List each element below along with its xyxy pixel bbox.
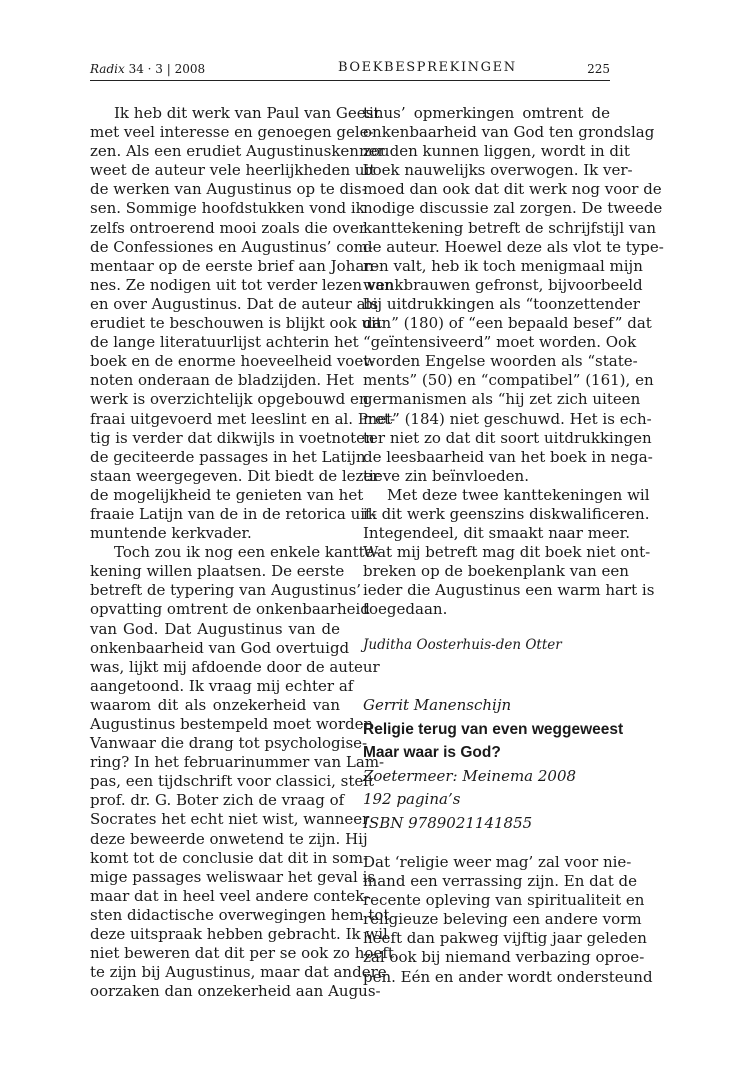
- text-line: tig is verder dat dikwijls in voetnoten: [90, 428, 375, 447]
- next-review-body: [363, 853, 653, 987]
- text-line: fraaie Latijn van de in de retorica uit-: [90, 504, 377, 523]
- text-line: met” (184) niet geschuwd. Het is ech-: [363, 409, 652, 428]
- text-line: worden Engelse woorden als “state-: [363, 352, 638, 371]
- text-line: te zijn bij Augustinus, maar dat andere: [90, 963, 387, 982]
- text-line: de mogelijkheid te genieten van het: [90, 485, 364, 504]
- text-line: Dat ‘religie weer mag’ zal voor nie-: [363, 853, 632, 871]
- text-line: ren valt, heb ik toch menigmaal mijn: [363, 256, 643, 275]
- journal-name: Radix: [90, 62, 125, 76]
- text-line: Wat mij betreft mag dit boek niet ont-: [363, 543, 651, 562]
- text-line: staan weergegeven. Dit biedt de lezer: [90, 466, 380, 485]
- text-line: ter niet zo dat dit soort uitdrukkingen: [363, 428, 652, 447]
- text-line: dan” (180) of “een bepaald besef” dat: [363, 314, 652, 333]
- text-line: de werken van Augustinus op te dis-: [90, 180, 367, 199]
- text-line: was, lijkt mij afdoende door de auteur: [90, 657, 380, 676]
- text-line: oorzaken dan onzekerheid aan Augus-: [90, 982, 381, 1001]
- text-line: pen. Eén en ander wordt ondersteund: [363, 967, 653, 986]
- book-author: Gerrit Manenschijn: [363, 696, 512, 714]
- text-line: Met deze twee kanttekeningen wil: [387, 485, 650, 504]
- text-line: de leesbaarheid van het boek in nega-: [363, 447, 653, 466]
- header-rule: [90, 80, 610, 81]
- text-line: zouden kunnen liggen, wordt in dit: [363, 142, 630, 161]
- text-line: opvatting omtrent de onkenbaarheid: [90, 600, 370, 619]
- text-line: mand een verrassing zijn. En dat de: [363, 872, 637, 891]
- text-line: mentaar op de eerste brief aan Johan-: [90, 256, 380, 275]
- next-review-heading: [363, 694, 624, 835]
- text-line: “geïntensiveerd” moet worden. Ook: [363, 333, 637, 352]
- text-line: breken op de boekenplank van een: [363, 562, 629, 581]
- text-line: van God. Dat Augustinus van de: [90, 619, 340, 638]
- book-isbn: ISBN 9789021141855: [363, 813, 533, 832]
- text-line: zen. Als een erudiet Augustinuskenner: [90, 142, 385, 161]
- text-line: ik dit werk geenszins diskwalificeren.: [363, 504, 650, 523]
- text-line: pas, een tijdschrift voor classici, stelt: [90, 772, 375, 791]
- text-line: sen. Sommige hoofdstukken vond ik: [90, 199, 365, 218]
- review-signature: Juditha Oosterhuis-den Otter: [363, 637, 562, 653]
- text-line: met veel interesse en genoegen gele-: [90, 123, 374, 142]
- text-line: sten didactische overwegingen hem tot: [90, 905, 390, 924]
- text-line: onkenbaarheid van God overtuigd: [90, 638, 350, 657]
- text-line: Augustinus bestempeld moet worden.: [90, 715, 378, 733]
- text-line: niet beweren dat dit per se ook zo hoeft: [90, 944, 394, 963]
- page-number: 225: [587, 62, 610, 76]
- text-line: fraai uitgevoerd met leeslint en al. Pret-: [90, 409, 396, 428]
- journal-citation: [90, 62, 205, 76]
- book-publisher: Zoetermeer: Meinema 2008: [363, 766, 577, 785]
- text-line: prof. dr. G. Boter zich de vraag of: [90, 791, 345, 810]
- text-line: Vanwaar die drang tot psychologise-: [90, 734, 368, 753]
- text-line: zal ook bij niemand verbazing oproe-: [363, 948, 645, 967]
- text-line: kening willen plaatsen. De eerste: [90, 562, 345, 581]
- book-title: Religie terug van even weggeweest: [363, 720, 624, 738]
- text-line: bij uitdrukkingen als “toonzettender: [363, 294, 640, 313]
- text-line: noten onderaan de bladzijden. Het: [90, 371, 354, 390]
- text-line: de geciteerde passages in het Latijn: [90, 447, 366, 466]
- text-line: deze uitspraak hebben gebracht. Ik wil: [90, 925, 388, 944]
- text-line: Socrates het echt niet wist, wanneer: [90, 810, 370, 829]
- text-line: aangetoond. Ik vraag mij echter af: [90, 676, 354, 695]
- text-line: onkenbaarheid van God ten grondslag: [363, 123, 655, 142]
- text-line: toegedaan.: [363, 600, 448, 619]
- text-line: erudiet te beschouwen is blijkt ook uit: [90, 314, 382, 333]
- text-line: Integendeel, dit smaakt naar meer.: [363, 524, 630, 543]
- text-line: tieve zin beïnvloeden.: [363, 466, 529, 485]
- text-line: ring? In het februarinummer van Lam-: [90, 753, 385, 772]
- text-line: germanismen als “hij zet zich uiteen: [363, 390, 641, 409]
- text-line: deze beweerde onwetend te zijn. Hij: [90, 829, 368, 848]
- text-line: en over Augustinus. Dat de auteur als: [90, 294, 379, 313]
- text-line: wenkbrauwen gefronst, bijvoorbeeld: [363, 275, 643, 294]
- text-line: nes. Ze nodigen uit tot verder lezen van: [90, 275, 394, 294]
- text-line: zelfs ontroerend mooi zoals die over: [90, 218, 367, 237]
- journal-issue: 34 · 3 | 2008: [128, 62, 206, 76]
- text-line: betreft de typering van Augustinus’: [90, 581, 362, 600]
- text-line: muntende kerkvader.: [90, 524, 252, 543]
- text-line: boek nauwelijks overwogen. Ik ver-: [363, 161, 633, 180]
- text-line: werk is overzichtelijk opgebouwd en: [90, 390, 369, 409]
- left-column-text: [90, 104, 396, 1001]
- text-line: ieder die Augustinus een warm hart is: [363, 581, 655, 600]
- text-line: tinus’ opmerkingen omtrent de: [363, 104, 610, 122]
- text-line: Toch zou ik nog een enkele kantte-: [114, 543, 379, 562]
- text-line: religieuze beleving een andere vorm: [363, 910, 642, 929]
- text-line: boek en de enorme hoeveelheid voet-: [90, 352, 375, 371]
- text-line: nodige discussie zal zorgen. De tweede: [363, 199, 663, 218]
- text-line: heeft dan pakweg vijftig jaar geleden: [363, 929, 647, 948]
- text-line: waarom dit als onzekerheid van: [90, 695, 340, 714]
- text-line: maar dat in heel veel andere contek-: [90, 886, 370, 905]
- text-line: de auteur. Hoewel deze als vlot te type-: [363, 237, 664, 256]
- text-line: moed dan ook dat dit werk nog voor de: [363, 180, 662, 199]
- text-line: Ik heb dit werk van Paul van Geest: [114, 104, 380, 122]
- text-line: de Confessiones en Augustinus’ com-: [90, 237, 373, 256]
- text-line: kanttekening betreft de schrijfstijl van: [363, 218, 656, 237]
- text-line: ments” (50) en “compatibel” (161), en: [363, 371, 654, 390]
- text-line: recente opleving van spiritualiteit en: [363, 891, 645, 910]
- text-line: de lange literatuurlijst achterin het: [90, 333, 359, 352]
- book-pages: 192 pagina’s: [363, 790, 461, 808]
- right-column-text: [363, 104, 664, 620]
- book-subtitle: Maar waar is God?: [363, 744, 501, 761]
- text-line: weet de auteur vele heerlijkheden uit: [90, 161, 376, 180]
- section-title: BOEKBESPREKINGEN: [338, 60, 517, 75]
- text-line: mige passages weliswaar het geval is: [90, 867, 376, 886]
- text-line: komt tot de conclusie dat dit in som-: [90, 848, 369, 867]
